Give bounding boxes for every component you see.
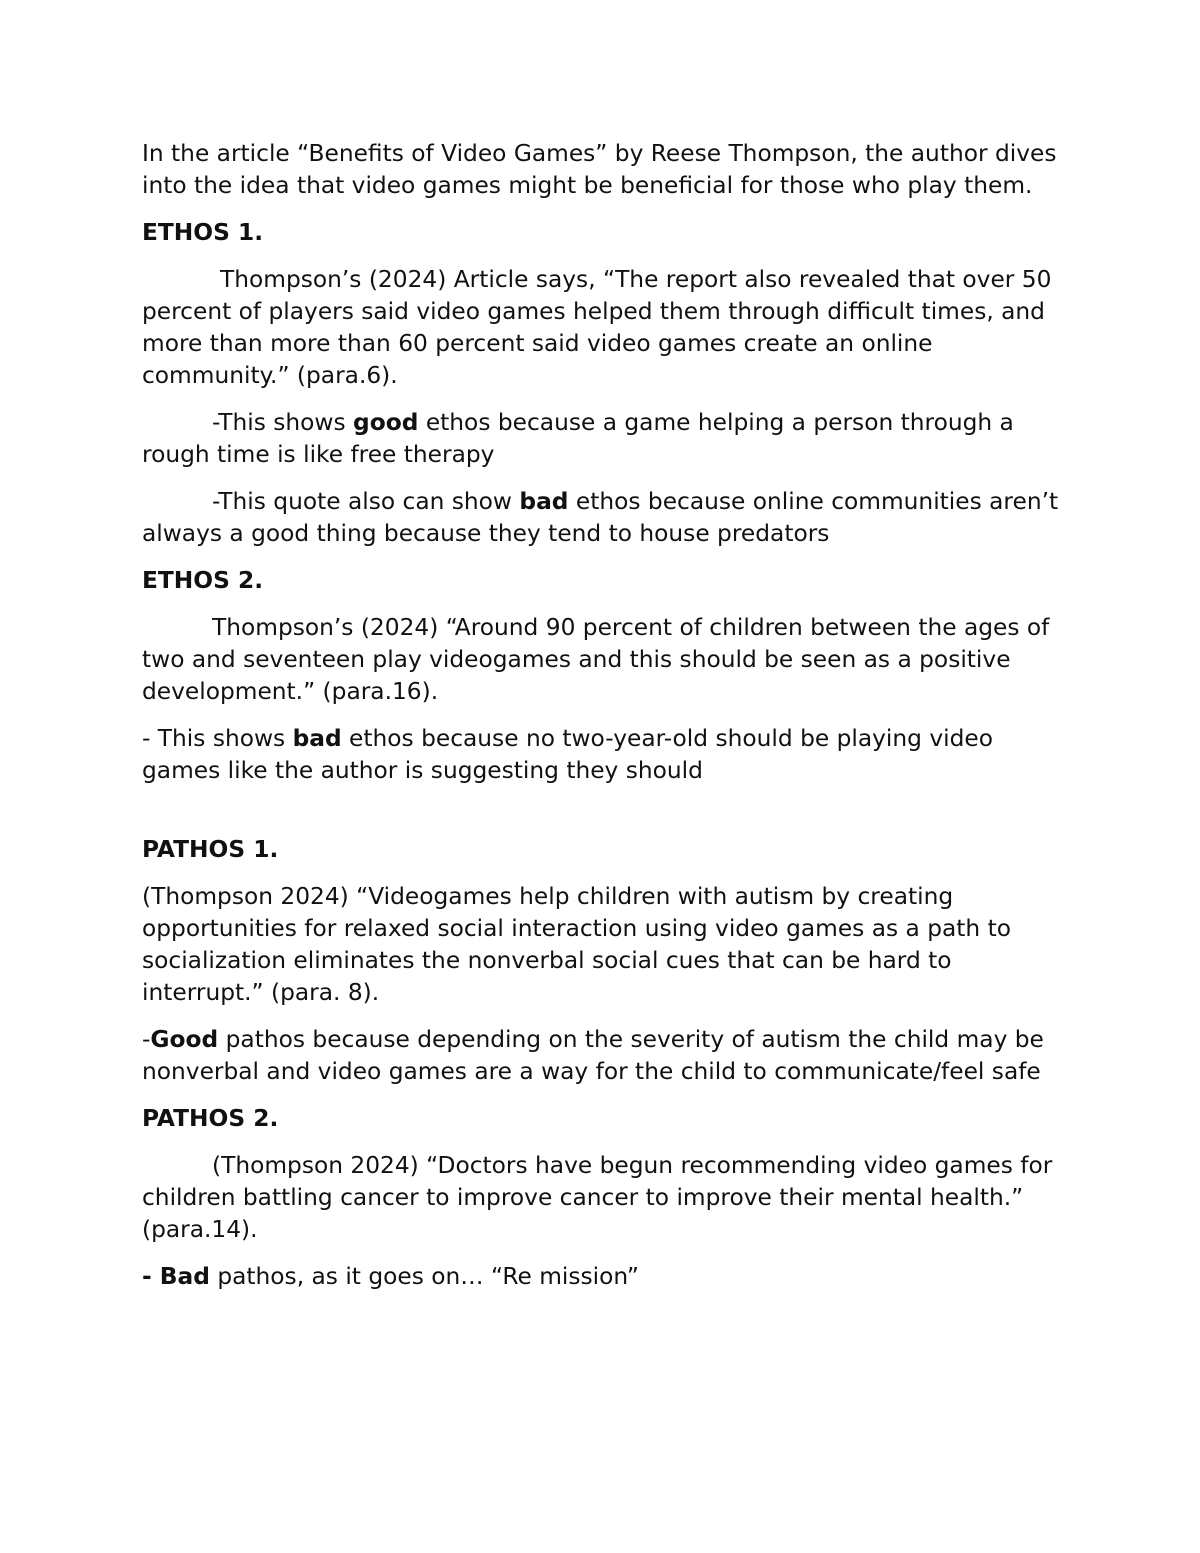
- comment-suffix: pathos, as it goes on… “Re mission”: [209, 1263, 639, 1290]
- comment-suffix: ethos because no two-year-old should be playing video games like the author is suggesting they should: [142, 725, 993, 784]
- ethos-1-comment-1: [142, 407, 1062, 471]
- pathos-2-heading: PATHOS 2.: [142, 1105, 279, 1132]
- comment-suffix: ethos because a game helping a person through a rough time is like free therapy: [142, 409, 1014, 468]
- pathos-2-comment-1: [142, 1261, 1062, 1293]
- comment-suffix: ethos because online communities aren’t always a good thing because they tend to house predators: [142, 488, 1059, 547]
- comment-emphasis: good: [353, 409, 419, 436]
- comment-prefix: -This shows: [212, 409, 354, 436]
- ethos-2-comment-1: [142, 723, 1062, 787]
- intro-paragraph: In the article “Benefits of Video Games” by Reese Thompson, the author dives into the idea that video games might be beneficial for those who play them.: [142, 140, 1057, 199]
- ethos-1-comment-2: [142, 486, 1062, 550]
- pathos-1-heading: PATHOS 1.: [142, 836, 279, 863]
- document-body: [142, 138, 1062, 1308]
- pathos-1-comment-1: [142, 1024, 1062, 1088]
- comment-emphasis: - Bad: [142, 1263, 210, 1290]
- pathos-2-quote: (Thompson 2024) “Doctors have begun recommending video games for children battling cancer to improve cancer to improve their mental health.” (para.14).: [142, 1152, 1053, 1243]
- comment-emphasis: bad: [519, 488, 569, 515]
- ethos-1-quote: Thompson’s (2024) Article says, “The report also revealed that over 50 percent of players said video games helped them through difficult times, and more than more than 60 percent said video games create an online community.” (para.6).: [142, 266, 1052, 389]
- comment-emphasis: Good: [150, 1026, 219, 1053]
- comment-prefix: - This shows: [142, 725, 293, 752]
- ethos-2-heading: ETHOS 2.: [142, 567, 264, 594]
- ethos-2-quote: Thompson’s (2024) “Around 90 percent of children between the ages of two and seventeen play videogames and this should be seen as a positive development.” (para.16).: [142, 614, 1050, 705]
- comment-prefix: -This quote also can show: [212, 488, 520, 515]
- pathos-1-quote: (Thompson 2024) “Videogames help children with autism by creating opportunities for relaxed social interaction using video games as a path to socialization eliminates the nonverbal social cues that can be hard to interrupt.” (para. 8).: [142, 883, 1011, 1006]
- blank-line: [142, 802, 1062, 834]
- ethos-1-heading: ETHOS 1.: [142, 219, 264, 246]
- comment-suffix: pathos because depending on the severity of autism the child may be nonverbal and video games are a way for the child to communicate/feel safe: [142, 1026, 1044, 1085]
- comment-emphasis: bad: [292, 725, 342, 752]
- comment-prefix: -: [142, 1026, 151, 1053]
